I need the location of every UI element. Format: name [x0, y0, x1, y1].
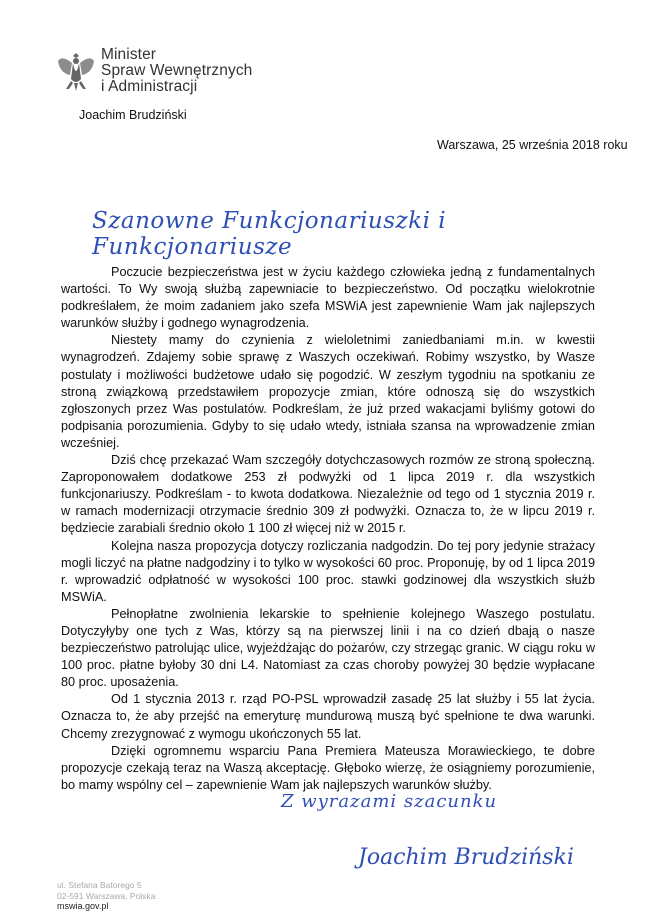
- paragraph: Pełnopłatne zwolnienia lekarskie to spełnienie kolejnego Waszego postulatu. Dotyczyłyby one tych z Was, którzy są na pierwszej linii i na co dzień dbają o nasze bezpieczeństwo patrolując ulice, wyjeżdżając do pożarów, czy strzegąc granic. W ciągu roku w 100 proc. płatne byłoby 30 dni L4. Natomiast za czas choroby powyżej 30 będzie wypłacane 80 proc. uposażenia.: [61, 606, 595, 690]
- paragraph: Niestety mamy do czynienia z wieloletnimi zaniedbaniami m.in. w kwestii wynagrodzeń. Zdajemy sobie sprawę z Waszych oczekiwań. Robimy wszystko, by Wasze postulaty i możliwości budżetowe udało się pogodzić. W zeszłym tygodniu na spotkaniu ze stroną związkową przedstawiłem propozycje zmian, które odnoszą się do wszystkich zgłoszonych przez Was postulatów. Podkreślam, że już przed wakacjami byliśmy gotowi do podpisania porozumienia. Gdyby to się udało wtedy, istniała szansa na wprowadzenie zmian wcześniej.: [61, 333, 595, 450]
- minister-name: Joachim Brudziński: [79, 108, 187, 122]
- ministry-line: Spraw Wewnętrznych: [101, 62, 253, 79]
- polish-eagle-emblem-icon: [56, 49, 96, 93]
- paragraph: Poczucie bezpieczeństwa jest w życiu każdego człowieka jedną z fundamentalnych wartości. To Wy swoją służbą zapewniacie to bezpieczeństwo. Od początku wielokrotnie podkreślałem, że moim zadaniem jako szefa MSWiA jest zapewnienie Wam jak najlepszych warunków służby i godnego wynagrodzenia.: [61, 265, 595, 331]
- handwritten-signature: Joachim Brudziński: [358, 845, 574, 870]
- letter-body: [61, 264, 595, 794]
- paragraph: Od 1 stycznia 2013 r. rząd PO-PSL wprowadził zasadę 25 lat służby i 55 lat życia. Oznacza to, że aby przejść na emeryturę mundurową muszą być spełnione te dwa warunki. Chcemy zrezygnować z wymogu ukończonych 55 lat.: [61, 692, 595, 741]
- letterhead: [56, 47, 252, 95]
- footer: [57, 880, 155, 912]
- letter-date: Warszawa, 25 września 2018 roku: [437, 138, 628, 152]
- paragraph: Dziś chcę przekazać Wam szczegóły dotychczasowych rozmów ze stroną społeczną. Zaproponowałem dodatkowe 253 zł podwyżki od 1 lipca 2019 r. dla wszystkich funkcjonariuszy. Podkreślam - to kwota dodatkowa. Niezależnie od tego od 1 stycznia 2019 r. w ramach modernizacji otrzymacie średnio 309 zł podwyżki. Oznacza to, że w lipcu 2019 r. będziecie zarabiali średnio około 1 100 zł więcej niż w 2015 r.: [61, 453, 595, 536]
- salutation: Szanowne Funkcjonariuszki i Funkcjonariusze: [92, 208, 447, 260]
- closing-phrase: Z wyrazami szacunku: [281, 791, 498, 812]
- paragraph: Kolejna nasza propozycja dotyczy rozliczania nadgodzin. Do tej pory jedynie strażacy mogli liczyć na płatne nadgodziny i to tylko w wysokości 60 proc. Proponuję, by od 1 lipca 2019 r. wprowadzić odpłatność w wysokości 100 proc. stawki godzinowej dla wszystkich służb MSWiA.: [61, 538, 595, 604]
- ministry-line: i Administracji: [101, 78, 198, 95]
- paragraph: Dzięki ogromnemu wsparciu Pana Premiera Mateusza Morawieckiego, te dobre propozycje czekają teraz na Waszą akceptację. Głęboko wierzę, że osiągniemy porozumienie, bo mamy wspólny cel – zapewnienie Wam jak najlepszych warunków służby.: [61, 743, 595, 792]
- website-link[interactable]: mswia.gov.pl: [57, 901, 109, 911]
- ministry-line: Minister: [101, 46, 157, 63]
- address-line: 02-591 Warszawa, Polska: [57, 890, 156, 901]
- ministry-name: [101, 47, 252, 95]
- address-line: ul. Stefana Batorego 5: [57, 880, 142, 890]
